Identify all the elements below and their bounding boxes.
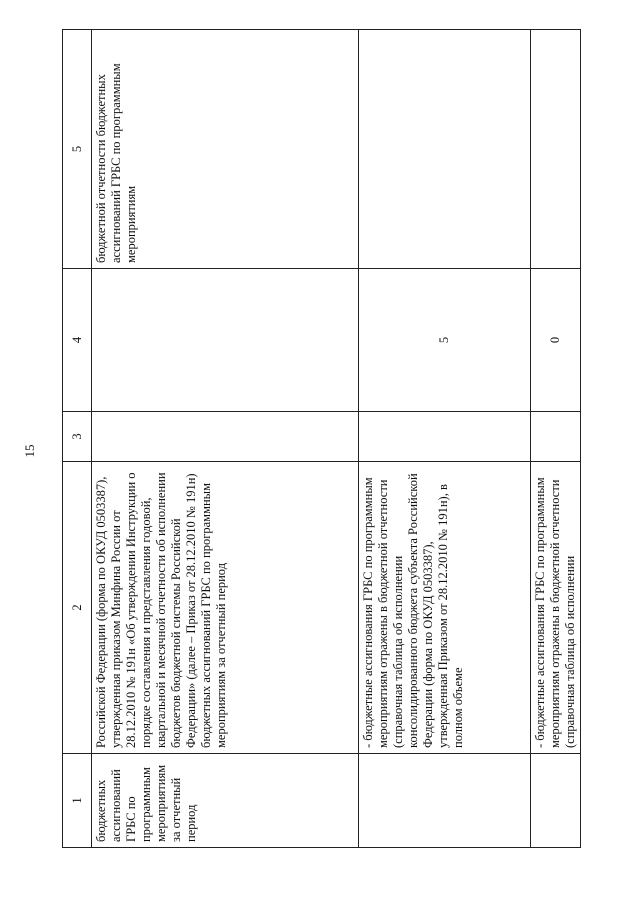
cell-score [92, 269, 359, 412]
table-row [92, 30, 359, 848]
cell-note [531, 30, 581, 269]
table-row [531, 30, 581, 848]
cell-description: Российской Федерации (форма по ОКУД 0503387), утвержденная приказом Минфина России от 28.12.2010 № 191н «Об утверждении Инструкции о порядке составления и представления годовой, квартальной и месячной отчетности об исполнении бюджетов бюджетной системы Российской Федерации» (далее – Приказ от 28.12.2010 № 191н) бюджетных ассигнований ГРБС по программным мероприятиям за отчетный период [92, 462, 359, 754]
header-col-4: 4 [63, 269, 92, 412]
header-row [63, 30, 92, 848]
cell-col-3 [92, 412, 359, 462]
header-col-1: 1 [63, 754, 92, 848]
cell-indicator-name: бюджетных ассигнований ГРБС по программным мероприятиям за отчетный период [92, 754, 359, 848]
cell-col-3 [531, 412, 581, 462]
cell-indicator-name [359, 754, 531, 848]
cell-note [359, 30, 531, 269]
cell-col-3 [359, 412, 531, 462]
cell-score: 5 [359, 269, 531, 412]
cell-description: - бюджетные ассигнования ГРБС по программным мероприятиям отражены в бюджетной отчетности (справочная таблица об исполнении [531, 462, 581, 754]
rotated-table-container [62, 30, 577, 848]
cell-description: - бюджетные ассигнования ГРБС по программным мероприятиям отражены в бюджетной отчетности (справочная таблица об исполнении консолидированного бюджета субъекта Российской Федерации (форма по ОКУД 0503387), утвержденная Приказом от 28.12.2010 № 191н), в полном объеме [359, 462, 531, 754]
cell-score: 0 [531, 269, 581, 412]
header-col-3: 3 [63, 412, 92, 462]
criteria-table [62, 29, 581, 848]
header-col-2: 2 [63, 462, 92, 754]
cell-note: бюджетной отчетности бюджетных ассигнований ГРБС по программным мероприятиям [92, 30, 359, 269]
cell-indicator-name [531, 754, 581, 848]
page-number: 15 [22, 444, 37, 458]
table-row [359, 30, 531, 848]
header-col-5: 5 [63, 30, 92, 269]
